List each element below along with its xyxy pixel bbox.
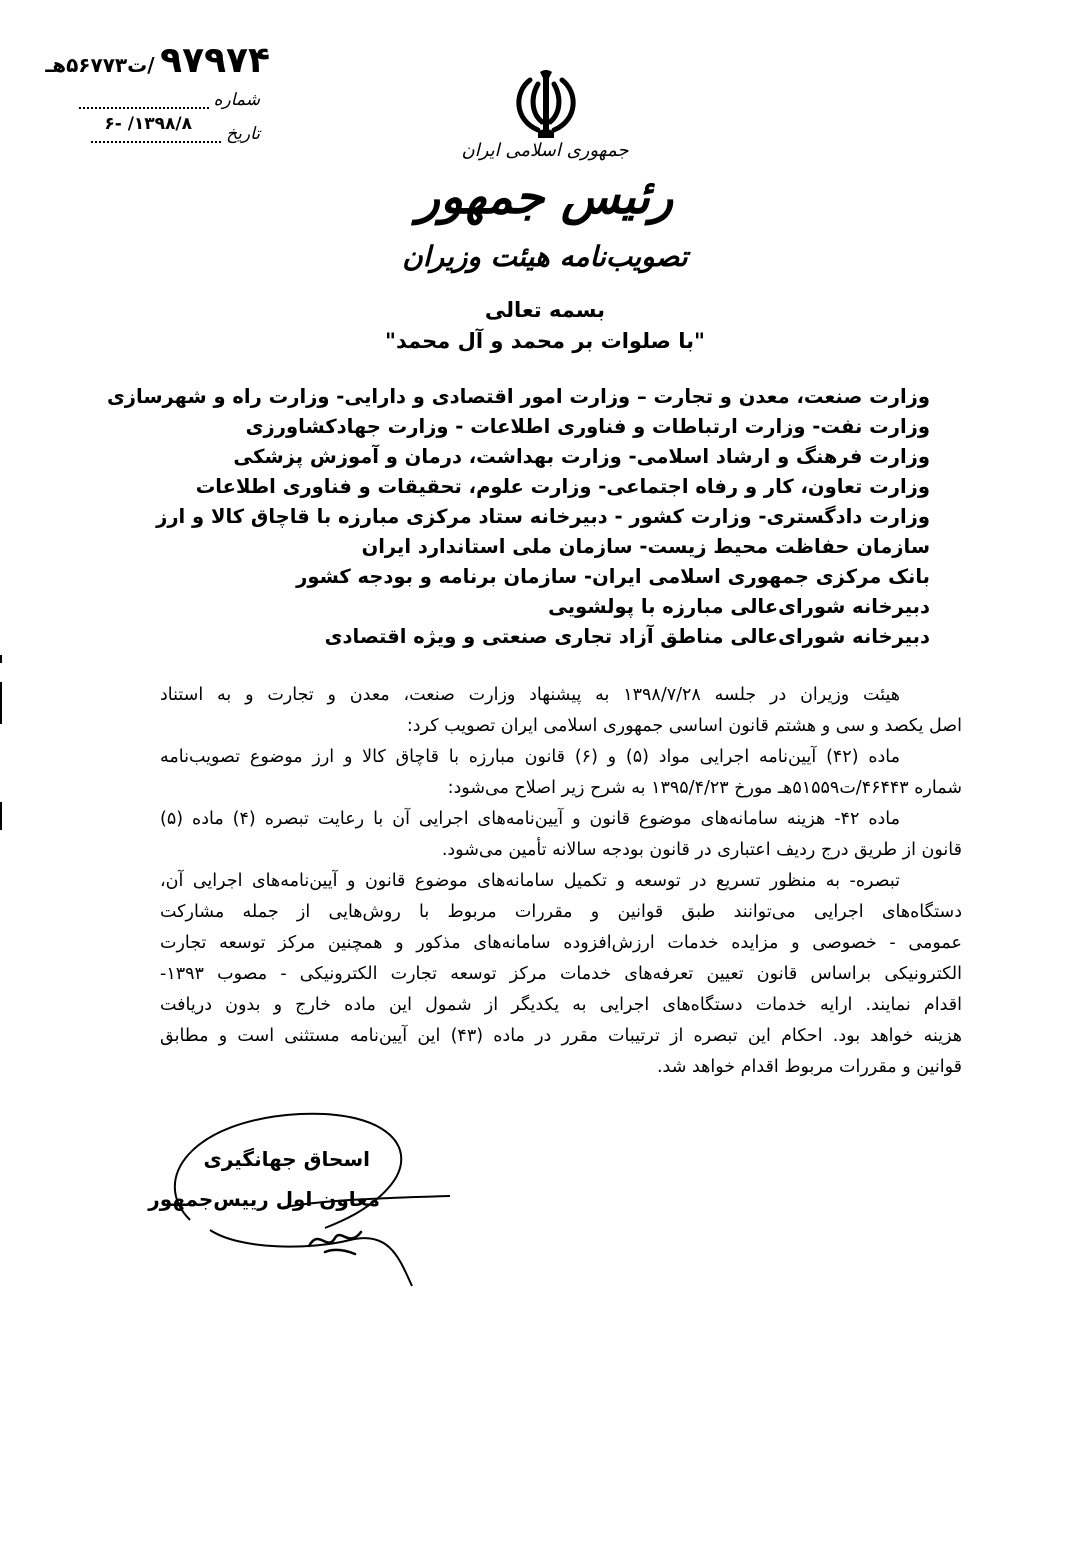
body-line: قانون از طریق درج ردیف اعتباری در قانون بودجه سالانه تأمین می‌شود. [441, 840, 962, 860]
recipient-line: وزارت فرهنگ و ارشاد اسلامی- وزارت بهداشت، درمان و آموزش پزشکی [233, 445, 930, 468]
decree-body [160, 680, 962, 1083]
signatory-name: اسحاق جهانگیری [203, 1147, 370, 1171]
body-line: اصل یکصد و سی و هشتم قانون اساسی جمهوری اسلامی ایران تصویب کرد: [406, 716, 962, 736]
body-line: ماده ۴۲- هزینه سامانه‌های موضوع قانون و آیین‌نامه‌های اجرایی آن با رعایت تبصره (۴) ماده (۵) [160, 809, 900, 829]
recipient-line: وزارت تعاون، کار و رفاه اجتماعی- وزارت علوم، تحقیقات و فناوری اطلاعات [195, 475, 930, 498]
recipient-line: وزارت نفت- وزارت ارتباطات و فناوری اطلاعات - وزارت جهادکشاورزی [245, 415, 930, 438]
signatory-title: معاون اول رییس‌جمهور [148, 1187, 380, 1211]
registration-block [30, 40, 270, 170]
body-line: دستگاه‌های اجرایی می‌توانند طبق قوانین و مقررات مربوط با روش‌هایی از جمله مشارکت [160, 902, 962, 922]
date-value: ۱۳۹۸/۸/ -۶ [104, 114, 192, 134]
date-line [91, 114, 260, 144]
body-line: اقدام نمایند. ارایه خدمات دستگاه‌های اجرایی به یکدیگر از شمول این ماده خارج و بدون دریافت [160, 995, 962, 1015]
country-name: جمهوری اسلامی ایران [461, 140, 629, 161]
recipient-line: وزارت صنعت، معدن و تجارت – وزارت امور اقتصادی و دارایی- وزارت راه و شهرسازی [106, 385, 930, 408]
body-line: قوانین و مقررات مربوط اقدام خواهد شد. [656, 1057, 962, 1077]
number-label: شماره [213, 90, 260, 110]
body-line: الکترونیکی براساس قانون تعیین تعرفه‌های خدمات مرکز توسعه تجارت الکترونیکی - مصوب ۱۳۹۳- [160, 964, 962, 984]
approval-title: تصویب‌نامه هیئت وزیران [402, 240, 688, 273]
body-line: هزینه خواهد بود. احکام این تبصره از ترتیبات مقرر در ماده (۴۳) این آیین‌نامه مستثنی است و مطابق [160, 1026, 962, 1046]
date-label: تاریخ [226, 124, 260, 144]
body-line: عمومی - خصوصی و مزایده خدمات ارزش‌افزوده سامانه‌های مذکور و همچنین مرکز توسعه تجارت [160, 933, 962, 953]
iran-emblem-icon [508, 68, 584, 140]
recipient-line: دبیرخانه شورای‌عالی مناطق آزاد تجاری صنعتی و ویژه اقتصادی [324, 625, 930, 648]
number-line [79, 90, 260, 110]
office-title: رئیس جمهور [416, 169, 674, 225]
number-dotted-line [79, 93, 209, 109]
recipient-line: بانک مرکزی جمهوری اسلامی ایران- سازمان برنامه و بودجه کشور [296, 565, 930, 588]
recipient-line: وزارت دادگستری- وزارت کشور - دبیرخانه ستاد مرکزی مبارزه با قاچاق کالا و ارز [156, 505, 930, 528]
recipient-line: دبیرخانه شورای‌عالی مبارزه با پولشویی [548, 595, 930, 618]
scan-edge-mark [0, 802, 2, 830]
bismillah-line: بسمه تعالی [484, 298, 606, 322]
body-line: تبصره- به منظور تسریع در توسعه و تکمیل سامانه‌های موضوع قانون و آیین‌نامه‌های اجرایی آن، [160, 871, 900, 891]
scan-edge-mark [0, 655, 2, 663]
signature-scribble [305, 1218, 365, 1258]
salawat-line: "با صلوات بر محمد و آل محمد" [385, 329, 705, 353]
body-line: شماره ۴۶۴۴۳/ت۵۱۵۵۹هـ مورخ ۱۳۹۵/۴/۲۳ به شرح زیر اصلاح می‌شود: [447, 778, 962, 798]
recipients-list [106, 382, 930, 652]
body-line: هیئت وزیران در جلسه ۱۳۹۸/۷/۲۸ به پیشنهاد وزارت صنعت، معدن و تجارت و به استناد [160, 685, 900, 705]
body-line: ماده (۴۲) آیین‌نامه اجرایی مواد (۵) و (۶) قانون مبارزه با قاچاق کالا و ارز موضوع تصویب‌نامه [160, 747, 900, 767]
letter-number [37, 40, 270, 81]
letter-number-large: ۹۷۹۷۴ [160, 40, 270, 81]
letter-number-small: /ت۵۶۷۷۳هـ [45, 53, 155, 77]
scan-edge-mark [0, 682, 2, 724]
recipient-line: سازمان حفاظت محیط زیست- سازمان ملی استاندارد ایران [361, 535, 930, 558]
